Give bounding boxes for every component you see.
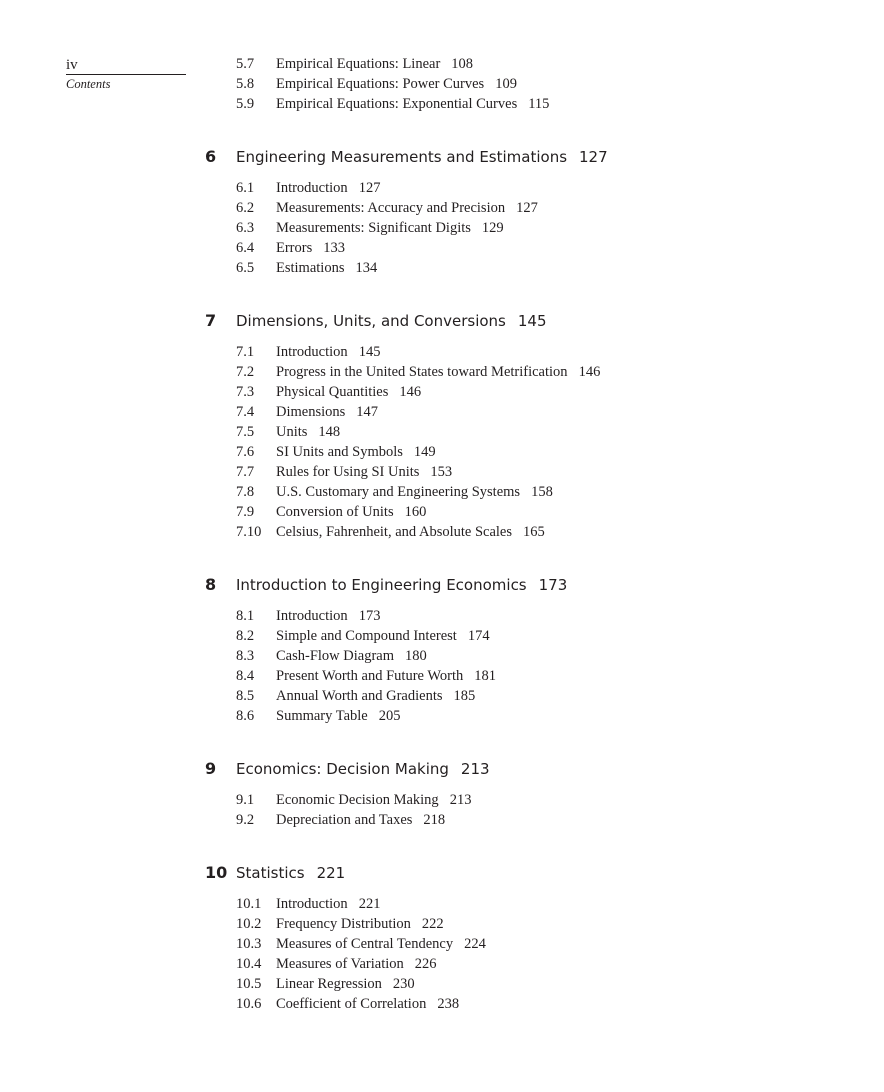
chapter-number: 10 bbox=[205, 863, 228, 882]
section-page-number: 149 bbox=[413, 444, 436, 460]
section-number: 8.1 bbox=[236, 608, 255, 624]
toc-section-entry bbox=[236, 914, 444, 934]
chapter-title: Introduction to Engineering Economics bbox=[236, 576, 527, 594]
section-title: Dimensions bbox=[276, 404, 346, 420]
toc-section-entry bbox=[236, 666, 496, 686]
toc-section-entry bbox=[236, 218, 504, 238]
toc-section-entry bbox=[236, 706, 401, 726]
section-number: 7.10 bbox=[236, 524, 262, 540]
section-number: 10.1 bbox=[236, 896, 262, 912]
section-number: 7.4 bbox=[236, 404, 255, 420]
section-page-number: 230 bbox=[392, 976, 415, 992]
toc-section-entry bbox=[236, 502, 426, 522]
section-number: 8.3 bbox=[236, 648, 255, 664]
toc-section-entry bbox=[236, 790, 471, 810]
section-title: Progress in the United States toward Metrification bbox=[276, 364, 568, 380]
chapter-title: Engineering Measurements and Estimations bbox=[236, 148, 568, 166]
toc-chapter-heading bbox=[205, 862, 345, 884]
section-title: Simple and Compound Interest bbox=[276, 628, 457, 644]
chapter-number: 6 bbox=[205, 147, 217, 166]
section-title: Measures of Central Tendency bbox=[276, 936, 454, 952]
section-page-number: 133 bbox=[323, 240, 345, 256]
section-page-number: 222 bbox=[421, 916, 444, 932]
section-title: Celsius, Fahrenheit, and Absolute Scales bbox=[276, 524, 512, 540]
section-number: 6.1 bbox=[236, 180, 255, 196]
toc-section-entry bbox=[236, 626, 490, 646]
section-page-number: 218 bbox=[423, 812, 446, 828]
section-page-number: 145 bbox=[358, 344, 381, 360]
section-number: 7.6 bbox=[236, 444, 255, 460]
toc-section-entry bbox=[236, 198, 538, 218]
section-title: Introduction bbox=[276, 608, 348, 624]
section-page-number: 146 bbox=[399, 384, 422, 400]
toc-section-entry bbox=[236, 522, 545, 542]
section-title: Introduction bbox=[276, 344, 348, 360]
section-number: 10.4 bbox=[236, 956, 262, 972]
chapter-title: Economics: Decision Making bbox=[236, 760, 449, 778]
section-number: 6.2 bbox=[236, 200, 255, 216]
toc-chapter-heading bbox=[205, 146, 608, 168]
section-page-number: 174 bbox=[467, 628, 490, 644]
toc-section-entry bbox=[236, 382, 421, 402]
running-title: Contents bbox=[66, 77, 111, 91]
section-number: 10.5 bbox=[236, 976, 262, 992]
section-title: Units bbox=[276, 424, 308, 440]
section-number: 8.4 bbox=[236, 668, 255, 684]
section-page-number: 213 bbox=[449, 792, 472, 808]
section-page-number: 108 bbox=[451, 56, 474, 72]
section-page-number: 173 bbox=[358, 608, 381, 624]
section-title: Empirical Equations: Exponential Curves bbox=[276, 96, 518, 112]
toc-section-entry bbox=[236, 402, 378, 422]
toc-section-entry bbox=[236, 94, 549, 114]
toc-section-entry bbox=[236, 606, 380, 626]
section-page-number: 158 bbox=[531, 484, 553, 500]
section-title: U.S. Customary and Engineering Systems bbox=[276, 484, 521, 500]
toc-chapter-heading bbox=[205, 310, 547, 332]
section-title: Errors bbox=[276, 240, 313, 256]
section-title: Rules for Using SI Units bbox=[276, 464, 420, 480]
section-page-number: 205 bbox=[378, 708, 401, 724]
section-page-number: 185 bbox=[453, 688, 476, 704]
section-title: Measures of Variation bbox=[276, 956, 404, 972]
section-page-number: 180 bbox=[405, 648, 427, 664]
section-title: Empirical Equations: Linear bbox=[276, 56, 441, 72]
section-title: Coefficient of Correlation bbox=[276, 996, 427, 1012]
section-number: 5.9 bbox=[236, 96, 255, 112]
section-number: 9.2 bbox=[236, 812, 255, 828]
section-page-number: 115 bbox=[528, 96, 550, 112]
section-page-number: 148 bbox=[318, 424, 341, 440]
section-title: Introduction bbox=[276, 896, 348, 912]
toc-section-entry bbox=[236, 342, 380, 362]
section-number: 7.8 bbox=[236, 484, 255, 500]
chapter-number: 8 bbox=[205, 575, 217, 594]
section-title: Physical Quantities bbox=[276, 384, 389, 400]
chapter-page-number: 173 bbox=[538, 576, 568, 594]
section-title: Estimations bbox=[276, 260, 345, 276]
section-number: 10.6 bbox=[236, 996, 262, 1012]
section-title: Present Worth and Future Worth bbox=[276, 668, 464, 684]
chapter-page-number: 145 bbox=[517, 312, 547, 330]
section-number: 6.5 bbox=[236, 260, 255, 276]
chapter-page-number: 127 bbox=[579, 148, 608, 166]
section-number: 7.1 bbox=[236, 344, 255, 360]
chapter-page-number: 213 bbox=[460, 760, 490, 778]
section-page-number: 224 bbox=[464, 936, 486, 952]
chapter-number: 7 bbox=[205, 311, 217, 330]
toc-section-entry bbox=[236, 810, 445, 830]
section-number: 8.5 bbox=[236, 688, 255, 704]
section-number: 5.7 bbox=[236, 56, 255, 72]
section-title: Summary Table bbox=[276, 708, 368, 724]
section-title: Linear Regression bbox=[276, 976, 382, 992]
toc-section-entry bbox=[236, 258, 377, 278]
section-page-number: 134 bbox=[355, 260, 378, 276]
running-head bbox=[66, 56, 186, 92]
section-title: Empirical Equations: Power Curves bbox=[276, 76, 485, 92]
section-title: Cash-Flow Diagram bbox=[276, 648, 394, 664]
section-page-number: 160 bbox=[404, 504, 427, 520]
section-page-number: 109 bbox=[495, 76, 517, 92]
section-number: 8.2 bbox=[236, 628, 255, 644]
section-page-number: 127 bbox=[358, 180, 381, 196]
toc-section-entry bbox=[236, 54, 473, 74]
section-number: 7.5 bbox=[236, 424, 255, 440]
page-number: iv bbox=[66, 56, 186, 75]
section-page-number: 153 bbox=[430, 464, 453, 480]
toc-section-entry bbox=[236, 178, 380, 198]
toc-chapter-heading bbox=[205, 758, 490, 780]
section-number: 6.4 bbox=[236, 240, 255, 256]
section-title: SI Units and Symbols bbox=[276, 444, 403, 460]
chapter-number: 9 bbox=[205, 759, 217, 778]
toc-section-entry bbox=[236, 934, 486, 954]
toc-section-entry bbox=[236, 954, 437, 974]
section-page-number: 129 bbox=[481, 220, 504, 236]
toc-section-entry bbox=[236, 74, 517, 94]
section-title: Economic Decision Making bbox=[276, 792, 439, 808]
toc-section-entry bbox=[236, 646, 427, 666]
toc-section-entry bbox=[236, 994, 459, 1014]
section-number: 9.1 bbox=[236, 792, 255, 808]
toc-section-entry bbox=[236, 686, 475, 706]
section-number: 7.2 bbox=[236, 364, 255, 380]
section-number: 7.7 bbox=[236, 464, 255, 480]
toc-section-entry bbox=[236, 894, 380, 914]
section-title: Frequency Distribution bbox=[276, 916, 411, 932]
section-page-number: 238 bbox=[437, 996, 460, 1012]
section-page-number: 226 bbox=[414, 956, 437, 972]
toc-chapter-heading bbox=[205, 574, 567, 596]
section-page-number: 221 bbox=[358, 896, 381, 912]
section-page-number: 127 bbox=[516, 200, 538, 216]
section-title: Annual Worth and Gradients bbox=[276, 688, 443, 704]
toc-section-entry bbox=[236, 422, 340, 442]
section-title: Conversion of Units bbox=[276, 504, 394, 520]
toc-section-entry bbox=[236, 238, 345, 258]
section-title: Measurements: Significant Digits bbox=[276, 220, 471, 236]
section-page-number: 181 bbox=[474, 668, 496, 684]
chapter-title: Dimensions, Units, and Conversions bbox=[236, 312, 506, 330]
section-title: Measurements: Accuracy and Precision bbox=[276, 200, 506, 216]
section-number: 6.3 bbox=[236, 220, 255, 236]
section-page-number: 147 bbox=[356, 404, 379, 420]
section-number: 10.2 bbox=[236, 916, 262, 932]
section-number: 7.9 bbox=[236, 504, 255, 520]
toc-section-entry bbox=[236, 482, 553, 502]
toc-section-entry bbox=[236, 462, 452, 482]
section-number: 5.8 bbox=[236, 76, 255, 92]
toc-section-entry bbox=[236, 974, 415, 994]
section-title: Depreciation and Taxes bbox=[276, 812, 413, 828]
section-page-number: 146 bbox=[578, 364, 601, 380]
section-page-number: 165 bbox=[523, 524, 545, 540]
chapter-title: Statistics bbox=[236, 864, 305, 882]
section-number: 10.3 bbox=[236, 936, 262, 952]
section-title: Introduction bbox=[276, 180, 348, 196]
section-number: 8.6 bbox=[236, 708, 255, 724]
section-number: 7.3 bbox=[236, 384, 255, 400]
toc-section-entry bbox=[236, 442, 436, 462]
chapter-page-number: 221 bbox=[316, 864, 346, 882]
toc-section-entry bbox=[236, 362, 600, 382]
